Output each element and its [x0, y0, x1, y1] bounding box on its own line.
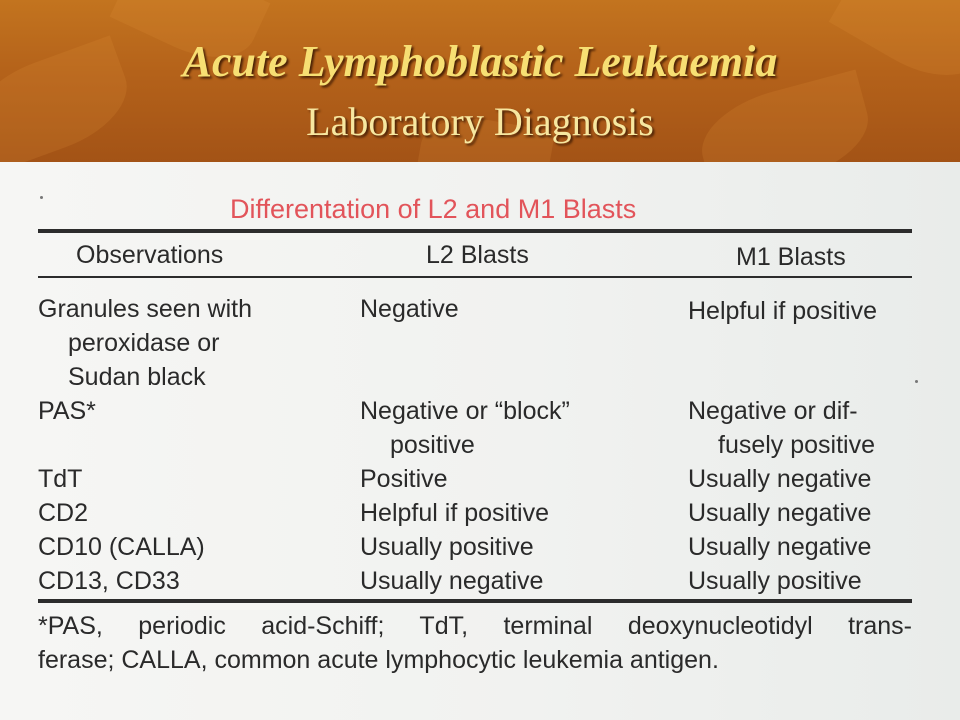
- header-rule: [38, 276, 912, 278]
- table-row-granules-l2: Negative: [360, 295, 459, 323]
- table-row-tdt-m1: Usually negative: [688, 465, 872, 493]
- scan-speck: [915, 380, 918, 383]
- table-title: Differentation of L2 and M1 Blasts: [230, 194, 637, 224]
- table-row-pas-l2: Negative or “block” positive: [360, 397, 570, 459]
- bottom-rule: [38, 599, 912, 603]
- table-row-cd2-l2: Helpful if positive: [360, 499, 549, 527]
- scan-speck: [40, 196, 43, 199]
- table-row-cd2-m1: Usually negative: [688, 499, 872, 527]
- header-observations: Observations: [76, 241, 224, 269]
- header-l2-blasts: L2 Blasts: [426, 241, 529, 269]
- table-row-tdt-observation: TdT: [38, 465, 83, 493]
- table-row-granules-observation: Granules seen with peroxidase or Sudan black: [38, 295, 253, 391]
- table-row-cd10-m1: Usually negative: [688, 533, 872, 561]
- table-row-cd2-observation: CD2: [38, 499, 89, 527]
- table-row-cd10-observation: CD10 (CALLA): [38, 533, 205, 561]
- top-rule: [38, 229, 912, 233]
- table-footnote: *PAS, periodic acid-Schiff; TdT, terminal deoxynucleotidyl trans- ferase; CALLA, common acute lymphocytic leukemia antigen.: [38, 612, 912, 674]
- table-row-cd13-m1: Usually positive: [688, 567, 862, 595]
- table-row-cd13-l2: Usually negative: [360, 567, 544, 595]
- table-row-cd13-observation: CD13, CD33: [38, 567, 180, 595]
- table-row-pas-observation: PAS*: [38, 397, 96, 425]
- table-row-tdt-l2: Positive: [360, 465, 448, 493]
- table-row-granules-m1: Helpful if positive: [688, 297, 877, 325]
- table-row-cd10-l2: Usually positive: [360, 533, 534, 561]
- table-row-pas-m1: Negative or dif- fusely positive: [688, 397, 876, 459]
- slide-header: [0, 0, 960, 162]
- slide-subtitle: Laboratory Diagnosis: [306, 99, 654, 144]
- slide-title: Acute Lymphoblastic Leukaemia: [182, 37, 778, 86]
- header-m1-blasts: M1 Blasts: [736, 243, 846, 271]
